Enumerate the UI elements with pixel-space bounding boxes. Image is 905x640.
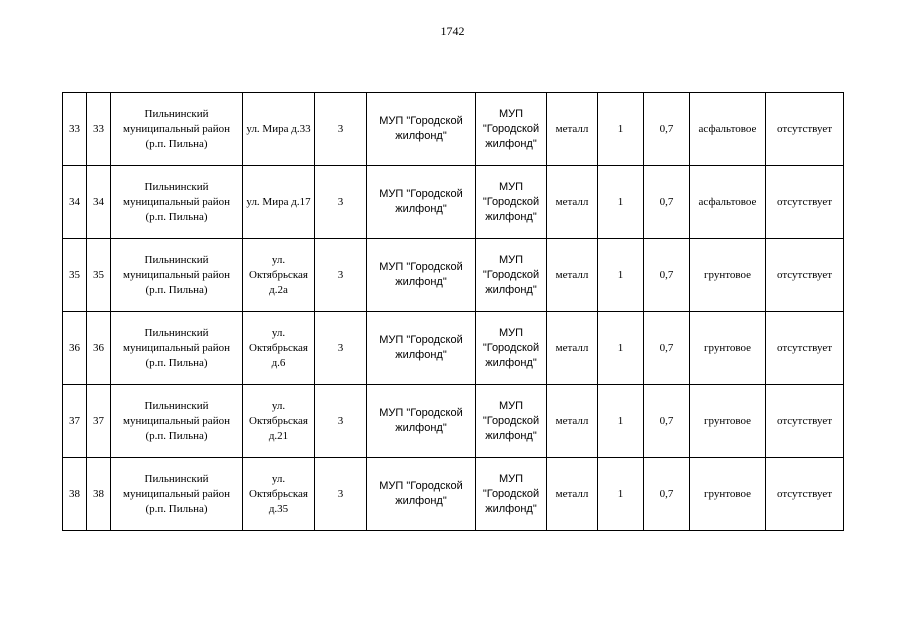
cell-fence: отсутствует	[766, 385, 844, 458]
cell-row-number: 35	[63, 239, 87, 312]
cell-district: Пильнинский муниципальный район (р.п. Пильна)	[111, 385, 243, 458]
cell-address: ул. Октябрьская д.21	[243, 385, 315, 458]
cell-fence: отсутствует	[766, 458, 844, 531]
cell-district: Пильнинский муниципальный район (р.п. Пильна)	[111, 458, 243, 531]
cell-surface: грунтовое	[690, 385, 766, 458]
cell-address: ул. Мира д.33	[243, 93, 315, 166]
cell-address: ул. Октябрьская д.2а	[243, 239, 315, 312]
cell-operator: МУП "Городской жилфонд"	[476, 239, 547, 312]
cell-volume: 0,7	[644, 385, 690, 458]
cell-material: металл	[547, 93, 598, 166]
cell-containers: 1	[598, 458, 644, 531]
cell-volume: 0,7	[644, 93, 690, 166]
table-row	[63, 385, 844, 458]
cell-containers: 1	[598, 93, 644, 166]
cell-count: 3	[315, 458, 367, 531]
cell-volume: 0,7	[644, 458, 690, 531]
cell-owner: МУП "Городской жилфонд"	[367, 312, 476, 385]
cell-fence: отсутствует	[766, 312, 844, 385]
cell-containers: 1	[598, 166, 644, 239]
cell-fence: отсутствует	[766, 239, 844, 312]
cell-volume: 0,7	[644, 166, 690, 239]
cell-owner: МУП "Городской жилфонд"	[367, 458, 476, 531]
cell-count: 3	[315, 239, 367, 312]
cell-surface: асфальтовое	[690, 93, 766, 166]
cell-operator: МУП "Городской жилфонд"	[476, 312, 547, 385]
table-row	[63, 166, 844, 239]
cell-material: металл	[547, 312, 598, 385]
cell-site-id: 34	[87, 166, 111, 239]
cell-operator: МУП "Городской жилфонд"	[476, 385, 547, 458]
cell-district: Пильнинский муниципальный район (р.п. Пильна)	[111, 239, 243, 312]
cell-site-id: 38	[87, 458, 111, 531]
cell-count: 3	[315, 385, 367, 458]
cell-owner: МУП "Городской жилфонд"	[367, 385, 476, 458]
cell-operator: МУП "Городской жилфонд"	[476, 166, 547, 239]
page-number: 1742	[440, 24, 465, 38]
table-row	[63, 458, 844, 531]
cell-volume: 0,7	[644, 312, 690, 385]
cell-fence: отсутствует	[766, 93, 844, 166]
cell-material: металл	[547, 166, 598, 239]
cell-site-id: 37	[87, 385, 111, 458]
cell-containers: 1	[598, 385, 644, 458]
cell-address: ул. Мира д.17	[243, 166, 315, 239]
cell-fence: отсутствует	[766, 166, 844, 239]
cell-row-number: 34	[63, 166, 87, 239]
cell-row-number: 36	[63, 312, 87, 385]
cell-site-id: 33	[87, 93, 111, 166]
cell-material: металл	[547, 458, 598, 531]
cell-count: 3	[315, 312, 367, 385]
cell-surface: грунтовое	[690, 312, 766, 385]
cell-owner: МУП "Городской жилфонд"	[367, 93, 476, 166]
cell-material: металл	[547, 385, 598, 458]
cell-owner: МУП "Городской жилфонд"	[367, 239, 476, 312]
cell-count: 3	[315, 166, 367, 239]
cell-district: Пильнинский муниципальный район (р.п. Пильна)	[111, 312, 243, 385]
cell-district: Пильнинский муниципальный район (р.п. Пильна)	[111, 93, 243, 166]
cell-site-id: 36	[87, 312, 111, 385]
cell-row-number: 33	[63, 93, 87, 166]
cell-containers: 1	[598, 239, 644, 312]
cell-row-number: 37	[63, 385, 87, 458]
cell-surface: грунтовое	[690, 458, 766, 531]
cell-operator: МУП "Городской жилфонд"	[476, 458, 547, 531]
waste-sites-table	[62, 92, 844, 531]
table-row	[63, 312, 844, 385]
cell-site-id: 35	[87, 239, 111, 312]
cell-owner: МУП "Городской жилфонд"	[367, 166, 476, 239]
cell-operator: МУП "Городской жилфонд"	[476, 93, 547, 166]
cell-district: Пильнинский муниципальный район (р.п. Пильна)	[111, 166, 243, 239]
cell-surface: асфальтовое	[690, 166, 766, 239]
cell-containers: 1	[598, 312, 644, 385]
cell-address: ул. Октябрьская д.35	[243, 458, 315, 531]
cell-surface: грунтовое	[690, 239, 766, 312]
cell-material: металл	[547, 239, 598, 312]
table-row	[63, 93, 844, 166]
cell-address: ул. Октябрьская д.6	[243, 312, 315, 385]
cell-volume: 0,7	[644, 239, 690, 312]
table-row	[63, 239, 844, 312]
cell-row-number: 38	[63, 458, 87, 531]
cell-count: 3	[315, 93, 367, 166]
